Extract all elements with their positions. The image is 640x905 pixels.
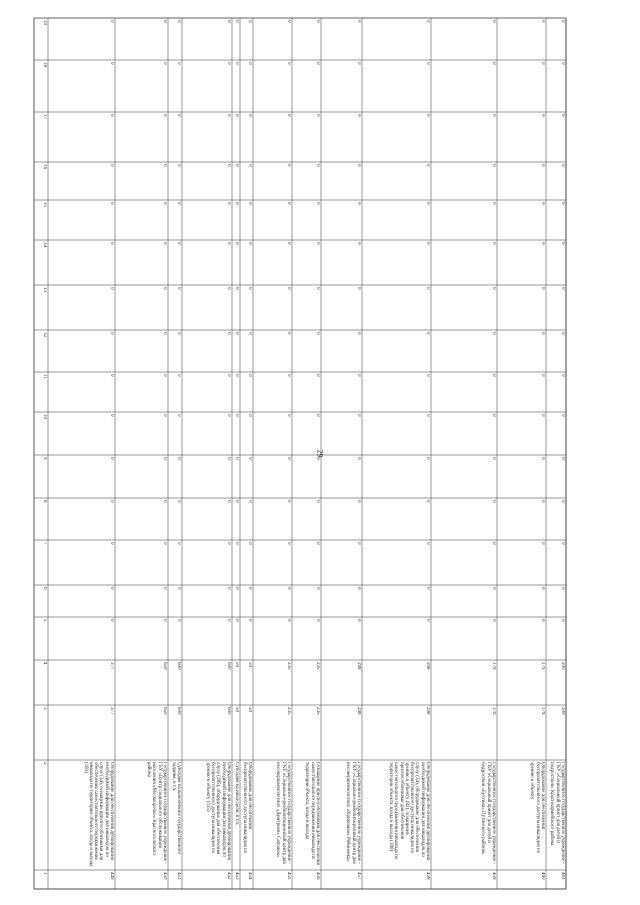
table-cell: 0 (109, 202, 114, 205)
table-cell: 0 (560, 164, 565, 167)
table-cell: 0 (315, 202, 320, 205)
table-cell: 0 (315, 114, 320, 117)
table-cell: 0 (315, 587, 320, 590)
table-cell: 0 (491, 242, 496, 245)
table-cell: 0 (491, 202, 496, 205)
table-cell: 235 (315, 707, 320, 715)
table-cell: 0 (162, 114, 167, 117)
table-cell: 0 (315, 287, 320, 290)
column-header: 12 (42, 332, 47, 337)
table-cell: 0 (560, 374, 565, 377)
column-header: 9 (42, 457, 47, 460)
table-cell: 235 (286, 662, 291, 670)
table-cell: 0 (247, 242, 252, 245)
column-header: 10 (42, 414, 47, 419)
column-header: 4 (42, 662, 47, 665)
table-cell: 0 (560, 114, 565, 117)
table-cell: 0 (286, 500, 291, 503)
table-cell: 0 (425, 619, 430, 622)
table-cell: 458 (425, 872, 430, 880)
table-cell: 0 (286, 542, 291, 545)
row-description: Государственное государственное учреждение - ГКУ «Социальный приют для детей и подростков «Бухтина» Путинского района» (480, 762, 496, 864)
table-cell: 0 (286, 114, 291, 117)
table-cell: 0 (286, 287, 291, 290)
table-cell: 0 (356, 457, 361, 460)
table-cell: 0 (109, 587, 114, 590)
table-cell: 200 (560, 707, 565, 715)
table-cell: 0 (491, 500, 496, 503)
row-description: Оборудование для обеспечения беспрепятственного доступа инвалидов по (241, 762, 252, 854)
table-cell: 0 (560, 20, 565, 23)
table-cell: 200 (560, 662, 565, 670)
table-cell: 0 (356, 587, 361, 590)
table-cell: 0 (226, 457, 231, 460)
table-cell: 0 (491, 20, 496, 23)
table-cell: 179 (540, 662, 545, 670)
table-cell: 0 (491, 619, 496, 622)
table-cell: 0 (176, 587, 181, 590)
column-header: 13 (42, 287, 47, 292)
table-cell: 0 (286, 414, 291, 417)
table-cell: 0 (286, 374, 291, 377)
table-cell: 0 (356, 542, 361, 545)
table-cell: 0 (356, 242, 361, 245)
table-cell: 179 (540, 707, 545, 715)
table-cell: 0 (425, 542, 430, 545)
table-cell: 0 (356, 20, 361, 23)
column-header: 1 (42, 872, 47, 875)
table-cell: 179 (491, 707, 496, 715)
column-header: 18 (42, 62, 47, 67)
table-cell: 0 (540, 374, 545, 377)
table-cell: 0 (560, 619, 565, 622)
table-cell: 0 (286, 20, 291, 23)
table-cell: 0 (247, 587, 252, 590)
table-cell: 0 (356, 500, 361, 503)
table-cell: 50 (247, 707, 252, 712)
table-cell: 0 (247, 619, 252, 622)
table-cell: 0 (226, 20, 231, 23)
table-cell: 0 (162, 500, 167, 503)
table-cell: 0 (176, 202, 181, 205)
table-cell: 298 (356, 662, 361, 670)
table-cell: 0 (226, 500, 231, 503)
table-cell: 0 (109, 20, 114, 23)
table-cell: 0 (560, 542, 565, 545)
table-cell: 650 (162, 707, 167, 715)
table-cell: 0 (540, 542, 545, 545)
table-cell: 0 (356, 164, 361, 167)
table-cell: 0 (176, 542, 181, 545)
column-header: 8 (42, 500, 47, 503)
table-cell: 0 (162, 374, 167, 377)
table-cell: 0 (247, 202, 252, 205)
table-cell: 0 (491, 164, 496, 167)
table-cell: 0 (315, 332, 320, 335)
table-cell: 235 (286, 707, 291, 715)
table-cell: 0 (176, 62, 181, 65)
table-cell: 0 (540, 20, 545, 23)
table-cell: 0 (540, 619, 545, 622)
table-cell: 0 (356, 414, 361, 417)
table-cell: 0 (425, 164, 430, 167)
table-cell: 0 (540, 414, 545, 417)
table-cell: 0 (247, 332, 252, 335)
table-cell: 0 (425, 332, 430, 335)
table-cell: 0 (315, 20, 320, 23)
table-cell: 0 (226, 542, 231, 545)
table-cell: 0 (560, 62, 565, 65)
column-header: 2 (42, 762, 47, 765)
table-cell: 0 (286, 202, 291, 205)
table-cell: 0 (234, 62, 239, 65)
table-cell: 0 (425, 500, 430, 503)
table-cell: 600 (176, 707, 181, 715)
table-cell: 0 (560, 332, 565, 335)
table-cell: 0 (176, 500, 181, 503)
table-cell: 0 (226, 287, 231, 290)
table-cell: 0 (162, 332, 167, 335)
table-cell: 0 (176, 619, 181, 622)
table-cell: 0 (540, 332, 545, 335)
table-cell: 0 (226, 587, 231, 590)
table-cell: 0 (491, 587, 496, 590)
table-cell: 455 (286, 872, 291, 880)
table-cell: 0 (247, 20, 252, 23)
table-cell: 0 (491, 287, 496, 290)
table-cell: 0 (176, 242, 181, 245)
row-description: Государственное государственное учреждение - ГКУ «Социально-реабилитационный центр для несовершеннолетних «Кривошеи» Рябиновка» (345, 762, 361, 864)
table-cell: 0 (109, 332, 114, 335)
table-cell: 460 (540, 872, 545, 880)
table-cell: 0 (540, 457, 545, 460)
table-cell: 0 (425, 114, 430, 117)
table-cell: 0 (315, 414, 320, 417)
column-header: 6 (42, 587, 47, 590)
table-cell: 0 (176, 457, 181, 460)
table-cell: 0 (226, 242, 231, 245)
table-cell: 0 (356, 62, 361, 65)
table-cell: 0 (560, 242, 565, 245)
table-cell: 0 (540, 287, 545, 290)
table-cell: 0 (226, 62, 231, 65)
table-cell: 0 (540, 114, 545, 117)
table-cell: 0 (560, 414, 565, 417)
table-cell: 0 (356, 287, 361, 290)
table-cell: 0 (425, 20, 430, 23)
table-cell: 0 (109, 242, 114, 245)
table-cell: 454 (247, 872, 252, 880)
table-cell: 0 (234, 587, 239, 590)
row-description: Государственное государственное учреждение - ГБУ «Центр социального обслуживания населения «Москворечье» Красносельского района (146, 762, 167, 864)
table-cell: 0 (162, 202, 167, 205)
table-cell: 0 (109, 457, 114, 460)
table-cell: 377 (109, 662, 114, 670)
table-cell: 0 (560, 287, 565, 290)
table-cell: 0 (109, 114, 114, 117)
table-cell: 0 (315, 619, 320, 622)
column-header: 7 (42, 542, 47, 545)
table-cell: 0 (315, 457, 320, 460)
column-header: 3 (42, 707, 47, 710)
table-cell: 0 (234, 164, 239, 167)
table-cell: 0 (356, 374, 361, 377)
table-cell: 0 (247, 374, 252, 377)
table-cell: 0 (540, 202, 545, 205)
table-cell: 0 (226, 202, 231, 205)
table-cell: 298 (425, 662, 430, 670)
table-cell: 0 (234, 542, 239, 545)
table-cell: 0 (247, 500, 252, 503)
column-header: 15 (42, 202, 47, 207)
table-cell: 0 (109, 619, 114, 622)
table-cell: 0 (425, 587, 430, 590)
table-cell: 0 (162, 242, 167, 245)
table-cell: 0 (226, 414, 231, 417)
table-cell: 600 (176, 662, 181, 670)
table-cell: 451 (176, 872, 181, 880)
table-cell: 0 (286, 587, 291, 590)
table-cell: 0 (491, 457, 496, 460)
table-cell: 0 (286, 457, 291, 460)
table-cell: 0 (286, 62, 291, 65)
table-cell: 461 (560, 872, 565, 880)
table-cell: 0 (234, 332, 239, 335)
table-cell: 0 (109, 542, 114, 545)
table-cell: 377 (109, 707, 114, 715)
table-cell: 0 (162, 20, 167, 23)
table-cell: 0 (315, 242, 320, 245)
table-cell: 0 (286, 332, 291, 335)
table-cell: 0 (540, 242, 545, 245)
table-cell: 0 (234, 287, 239, 290)
table-cell: 0 (176, 20, 181, 23)
table-cell: 0 (247, 287, 252, 290)
table-cell: 0 (226, 619, 231, 622)
row-description: Оборудование для обеспечения дублирования необходимой информации для инвалидов по слуху (34), оборудование для обеспечения беспрепятственного доступа инвалидов по зрению к объекту (82), оснащение приспособлениями для обеспечения самостоятельного передвижения инвалида по территории объекта, входа и выхода (180) (387, 762, 430, 860)
table-cell: 0 (162, 287, 167, 290)
table-cell: 0 (540, 164, 545, 167)
table-cell: 0 (315, 62, 320, 65)
table-cell: 0 (109, 287, 114, 290)
table-cell: 0 (176, 414, 181, 417)
table-cell: 0 (109, 414, 114, 417)
table-cell: 449 (109, 872, 114, 880)
column-header: 17 (42, 114, 47, 119)
row-description: Оборудование для обеспечения дублирования необходимой информации для инвалидов по слуху (285), оборудование для обеспечения беспрепятственного доступа инвалидов по зрению к объекту (315) (204, 762, 231, 860)
table-cell: 0 (560, 457, 565, 460)
table-cell: 50 (234, 662, 239, 667)
table-cell: 0 (234, 374, 239, 377)
table-cell: 0 (176, 164, 181, 167)
table-cell: 0 (247, 114, 252, 117)
table-cell: 0 (162, 587, 167, 590)
table-cell: 235 (315, 662, 320, 670)
table-cell: 0 (425, 287, 430, 290)
table-cell: 0 (491, 114, 496, 117)
table-cell: 0 (540, 587, 545, 590)
table-cell: 0 (560, 202, 565, 205)
table-cell: 0 (162, 542, 167, 545)
table-cell: 0 (356, 332, 361, 335)
table-cell: 0 (109, 62, 114, 65)
table-cell: 0 (109, 374, 114, 377)
table-cell: 453 (234, 872, 239, 880)
table-cell: 298 (356, 707, 361, 715)
table-cell: 0 (247, 62, 252, 65)
table-cell: 0 (540, 500, 545, 503)
table-cell: 0 (356, 114, 361, 117)
table-cell: 0 (540, 62, 545, 65)
table-cell: 0 (315, 500, 320, 503)
table-cell: 0 (176, 287, 181, 290)
row-description: Оборудование для обеспечения дублирования необходимой информации для инвалидов по слуху (34), оснащение приспособлениями для обеспечения самостоятельного передвижения инвалида по территории объекта, входа и выхода (183) (82, 762, 114, 867)
table-cell: 0 (162, 164, 167, 167)
table-cell: 298 (425, 707, 430, 715)
table-cell: 0 (176, 332, 181, 335)
table-cell: 0 (247, 164, 252, 167)
row-description: Государственное государственное учреждение - ГКУ «Социальный приют для детей и подростков» Красноармейского района (549, 762, 565, 864)
table-cell: 0 (560, 500, 565, 503)
table-cell: 0 (234, 202, 239, 205)
table-cell: 0 (226, 332, 231, 335)
table-cell: 0 (226, 114, 231, 117)
table-cell: 0 (491, 542, 496, 545)
table-cell: 0 (109, 164, 114, 167)
row-description: Субсидия на выполнение государственного задания, в т.ч. (170, 762, 181, 855)
table-cell: 450 (162, 872, 167, 880)
table-cell: 0 (234, 414, 239, 417)
table-cell: 0 (491, 414, 496, 417)
table-cell: 459 (491, 872, 496, 880)
table-cell: 0 (162, 619, 167, 622)
table-cell: 0 (425, 202, 430, 205)
table-cell: 0 (491, 374, 496, 377)
table-cell: 0 (491, 62, 496, 65)
table-cell: 0 (425, 414, 430, 417)
table-cell: 0 (286, 242, 291, 245)
row-description: Государственное государственное учреждение - ГКУ «Социально-реабилитационный центр для несовершеннолетних «Дмитриев» Сапожок» (275, 762, 291, 864)
table-cell: 0 (425, 457, 430, 460)
column-header: 11 (42, 374, 47, 379)
table-cell: 0 (356, 202, 361, 205)
table-cell: 0 (176, 114, 181, 117)
table-cell: 179 (491, 662, 496, 670)
table-cell: 0 (247, 542, 252, 545)
table-cell: 0 (176, 374, 181, 377)
table-cell: 0 (425, 242, 430, 245)
table-cell: 50 (234, 707, 239, 712)
table-cell: 650 (162, 662, 167, 670)
table-cell: 0 (234, 242, 239, 245)
page-number: 29 (315, 449, 325, 458)
table-cell: 0 (162, 62, 167, 65)
table-cell: 0 (247, 414, 252, 417)
table-cell: 0 (425, 374, 430, 377)
table-cell: 600 (226, 662, 231, 670)
table-cell: 0 (234, 619, 239, 622)
table-cell: 0 (315, 164, 320, 167)
table-cell: 0 (162, 414, 167, 417)
table-cell: 0 (315, 542, 320, 545)
column-header: 19 (42, 20, 47, 25)
table-cell: 457 (356, 872, 361, 880)
table-cell: 0 (109, 500, 114, 503)
row-description: Оборудование для обеспечения беспрепятственного доступа инвалидов по зрению к объекту (529, 762, 545, 854)
table-cell: 456 (315, 872, 320, 880)
row-description: Оснащение приспособлениями для обеспечения самостоятельного передвижения инвалида по территории объекта, входа и выхода (304, 762, 320, 865)
table-cell: 0 (234, 500, 239, 503)
table-cell: 0 (286, 619, 291, 622)
column-header: 14 (42, 242, 47, 247)
column-header: 16 (42, 164, 47, 169)
table-cell: 0 (315, 374, 320, 377)
column-header: 5 (42, 619, 47, 622)
table-cell: 0 (286, 164, 291, 167)
table-cell: 600 (226, 707, 231, 715)
table-cell: 0 (226, 374, 231, 377)
table-cell: 0 (234, 114, 239, 117)
table-cell: 0 (234, 457, 239, 460)
table-cell: 50 (247, 662, 252, 667)
table-cell: 0 (162, 457, 167, 460)
table-cell: 0 (560, 587, 565, 590)
table-cell: 0 (247, 457, 252, 460)
table-cell: 0 (226, 164, 231, 167)
table-cell: 0 (491, 332, 496, 335)
row-description: Субсидия на иные цели, в т.ч. (234, 762, 239, 826)
table-cell: 452 (226, 872, 231, 880)
table-cell: 0 (425, 62, 430, 65)
table-cell: 0 (356, 619, 361, 622)
table-cell: 0 (234, 20, 239, 23)
